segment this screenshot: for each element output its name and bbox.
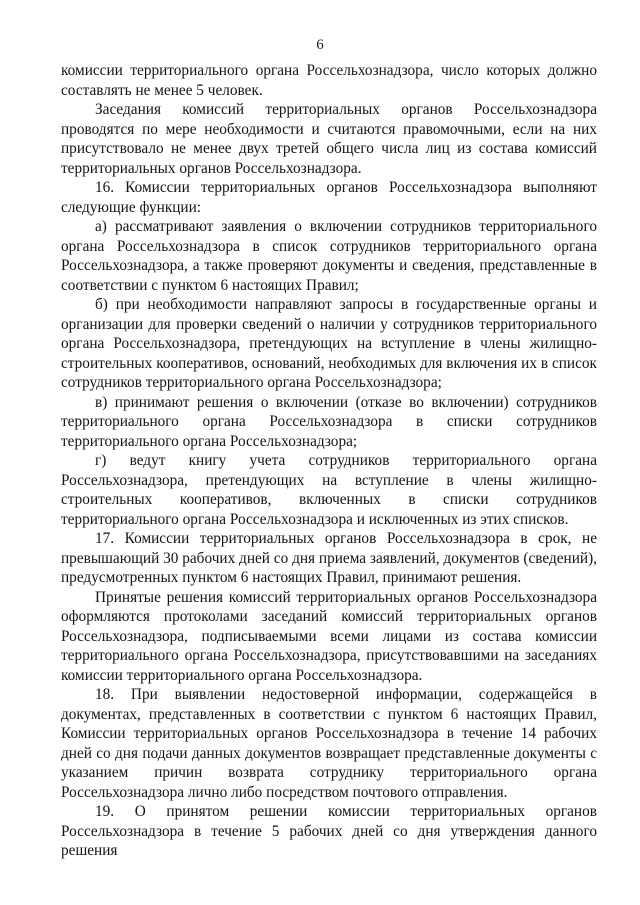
page-number: 6 [316, 37, 324, 53]
paragraph-item-19: 19. О принятом решении комиссии территориальных органов Россельхознадзора в течение 5 рабочих дней со дня утверждения данного решения [61, 803, 597, 859]
paragraph-item-17-decisions: Принятые решения комиссий территориальных органов Россельхознадзора оформляются протоколами заседаний комиссий территориальных органов Россельхознадзора, подписываемыми всеми лицами из состава комиссии территориального органа Россельхознадзора, присутствовавшими на заседаниях комиссии территориального органа Россельхознадзора. [61, 588, 597, 684]
paragraph-item-16: 16. Комиссии территориальных органов Россельхознадзора выполняют следующие функции: [61, 179, 597, 216]
paragraph-item-16-g: г) ведут книгу учета сотрудников территориального органа Россельхознадзора, претендующих на вступление в члены жилищно-строительных кооперативов, включенных в списки сотрудников территориального органа Россельхознадзора и исключенных из этих списков. [61, 452, 597, 528]
paragraph-item-18: 18. При выявлении недостоверной информации, содержащейся в документах, представленных в соответствии с пунктом 6 настоящих Правил, Комиссии территориальных органов Россельхознадзора в течение 14 рабочих дней со дня подачи данных документов возвращает представленные документы с указанием причин возврата сотруднику территориального органа Россельхознадзора лично либо посредством почтового отправления. [61, 686, 597, 801]
paragraph-continuation: комиссии территориального органа Россельхознадзора, число которых должно составлять не менее 5 человек. [61, 62, 597, 99]
paragraph-item-17: 17. Комиссии территориальных органов Россельхознадзора в срок, не превышающий 30 рабочих дней со дня приема заявлений, документов (сведений), предусмотренных пунктом 6 настоящих Правил, принимают решения. [61, 530, 598, 586]
paragraph-item-16-b: б) при необходимости направляют запросы в государственные органы и организации для проверки сведений о наличии у сотрудников территориального органа Россельхознадзора, претендующих на вступление в члены жилищно-строительных кооперативов, оснований, необходимых для включения их в список сотрудников территориального органа Россельхознадзора; [61, 296, 597, 391]
paragraph-item-16-a: а) рассматривают заявления о включении сотрудников территориального органа Россельхознадзора в список сотрудников территориального органа Россельхознадзора, а также проверяют документы и сведения, представленные в соответствии с пунктом 6 настоящих Правил; [61, 218, 597, 294]
paragraph-meetings: Заседания комиссий территориальных органов Россельхознадзора проводятся по мере необходимости и считаются правомочными, если на них присутствовало не менее двух третей общего числа лиц из состава комиссий территориальных органов Россельхознадзора. [61, 101, 597, 177]
document-body [61, 61, 597, 861]
paragraph-item-16-v: в) принимают решения о включении (отказе во включении) сотрудников территориального органа Россельхознадзора в списки сотрудников территориального органа Россельхознадзора; [61, 393, 597, 450]
